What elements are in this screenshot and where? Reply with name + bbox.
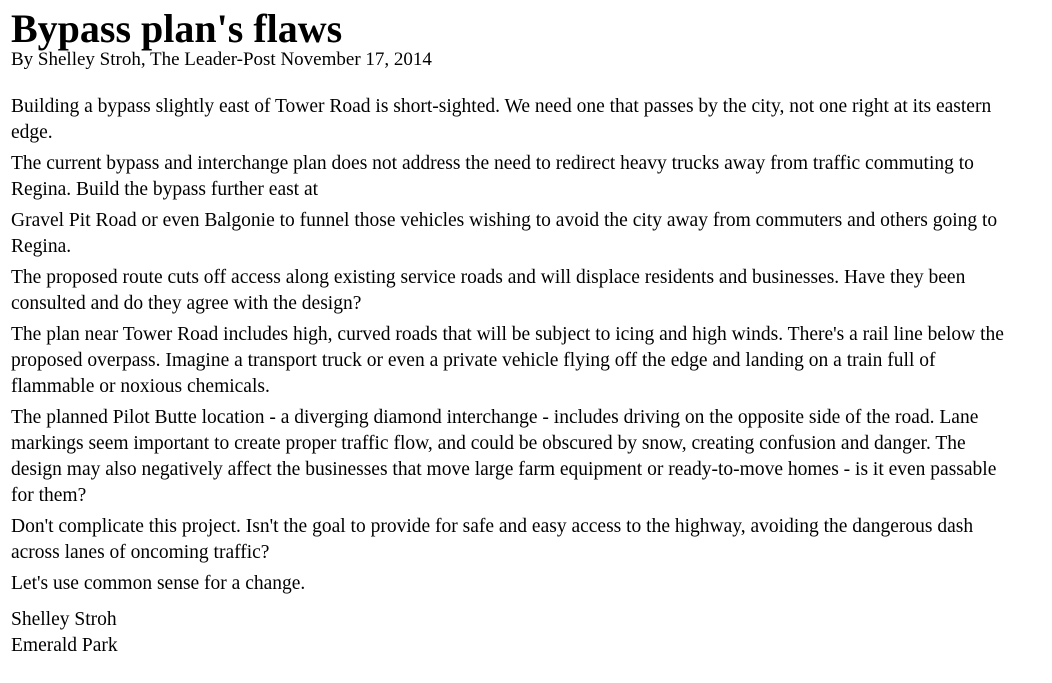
paragraph-1: Building a bypass slightly east of Tower Road is short-sighted. We need one that passes by the city, not one right at its eastern edge. [11, 96, 992, 143]
signature-name: Shelley Stroh [11, 609, 117, 630]
paragraph-5: The plan near Tower Road includes high, curved roads that will be subject to icing and high winds. There's a rail line below the proposed overpass. Imagine a transport truck or even a private vehicle flying off the edge and landing on a train full of flammable or noxious chemicals. [11, 324, 1004, 397]
paragraph-3: Gravel Pit Road or even Balgonie to funnel those vehicles wishing to avoid the city away from commuters and others going to Regina. [11, 210, 998, 257]
paragraph-8: Let's use common sense for a change. [11, 573, 306, 594]
article-body [11, 94, 1021, 659]
paragraph-4: The proposed route cuts off access along existing service roads and will displace residents and businesses. Have they been consulted and do they agree with the design? [11, 267, 966, 314]
article-byline: By Shelley Stroh, The Leader-Post November 17, 2014 [11, 49, 432, 70]
paragraph-7: Don't complicate this project. Isn't the goal to provide for safe and easy access to the highway, avoiding the dangerous dash across lanes of oncoming traffic? [11, 516, 974, 563]
article-title: Bypass plan's flaws [11, 6, 343, 51]
signature-block [11, 607, 1021, 659]
paragraph-2: The current bypass and interchange plan does not address the need to redirect heavy trucks away from traffic commuting to Regina. Build the bypass further east at [11, 153, 974, 200]
signature-location: Emerald Park [11, 635, 118, 656]
paragraph-6: The planned Pilot Butte location - a diverging diamond interchange - includes driving on the opposite side of the road. Lane markings seem important to create proper traffic flow, and could be obscured by snow, creating confusion and danger. The design may also negatively affect the businesses that move large farm equipment or ready-to-move homes - is it even passable for them? [11, 407, 997, 506]
